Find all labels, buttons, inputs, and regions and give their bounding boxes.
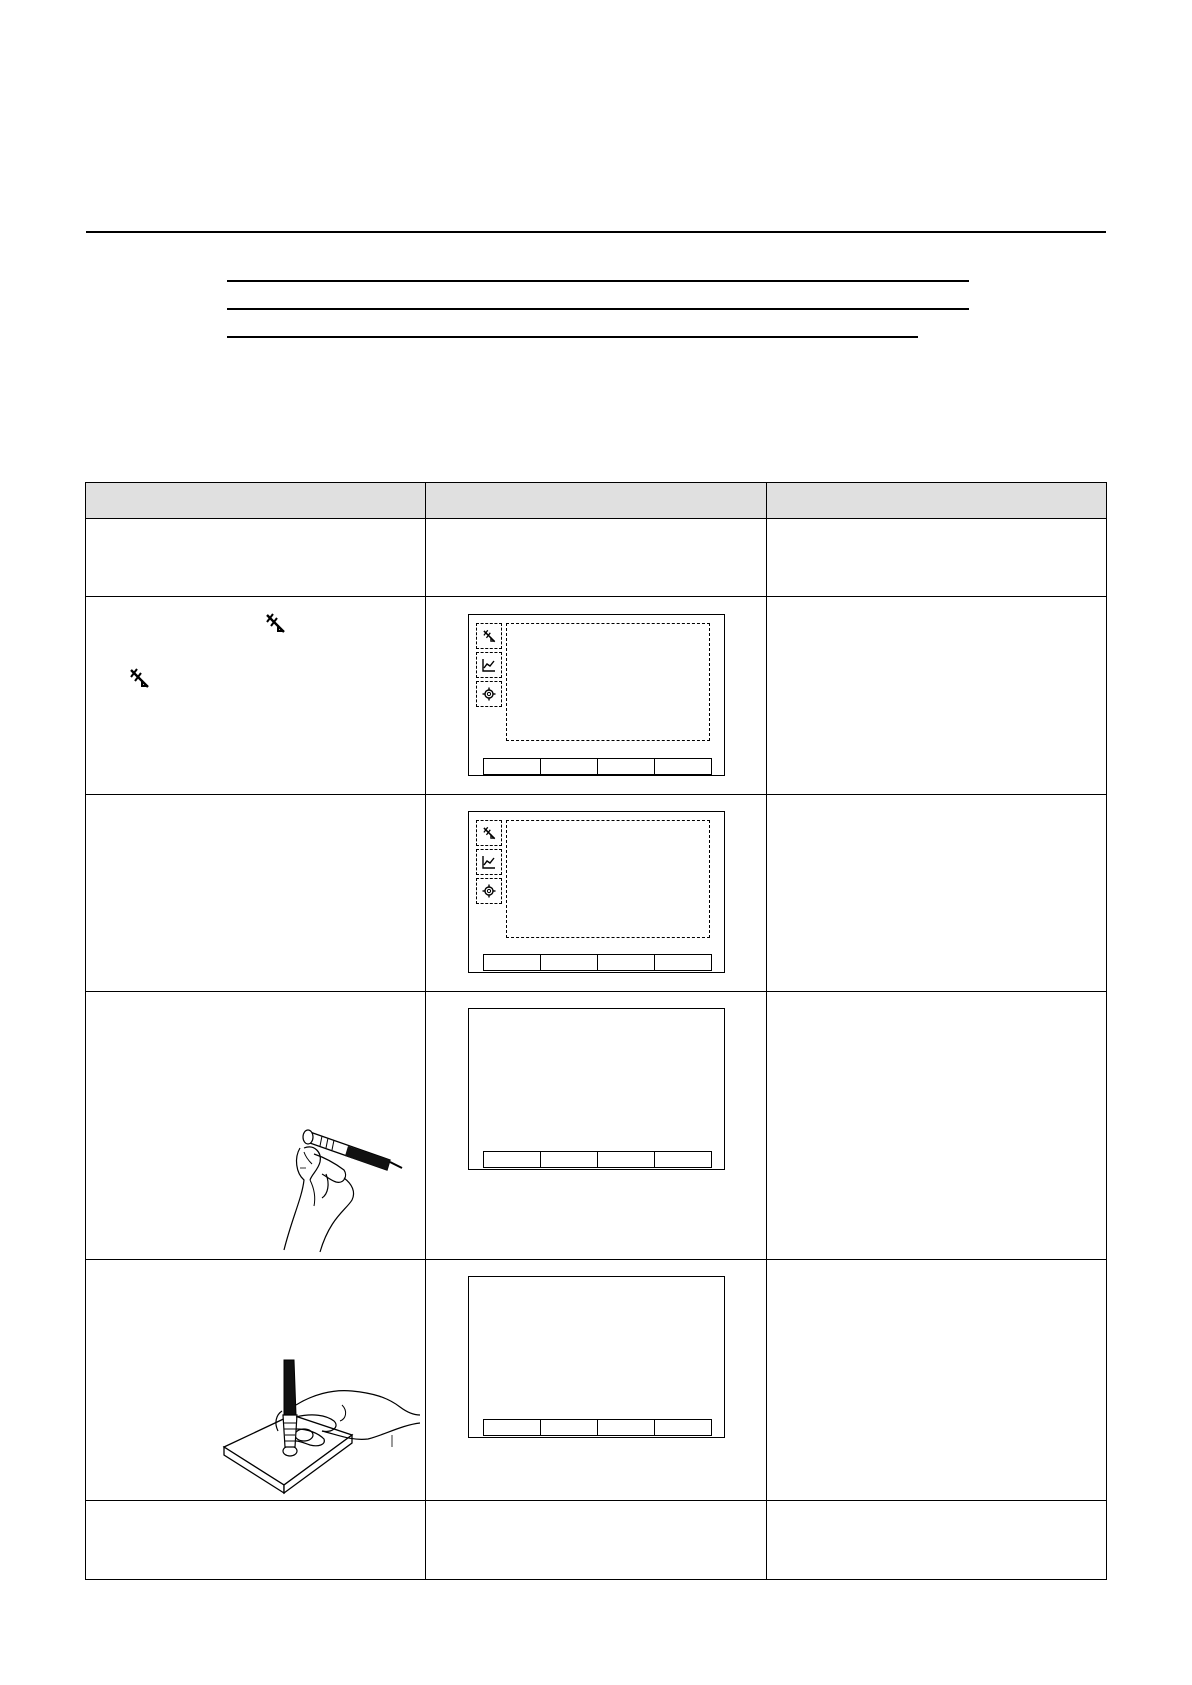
- tab-settings[interactable]: [476, 878, 502, 904]
- softkey-3[interactable]: [597, 1419, 655, 1436]
- softkey-2[interactable]: [540, 758, 598, 775]
- table-header-row: [86, 483, 1106, 519]
- row-divider: [86, 596, 1106, 597]
- softkey-4[interactable]: [654, 1151, 712, 1168]
- softkey-1[interactable]: [483, 1419, 541, 1436]
- hand-holding-probe-illustration: [270, 1118, 420, 1253]
- softkey-4[interactable]: [654, 758, 712, 775]
- softkey-4[interactable]: [654, 1419, 712, 1436]
- tab-calibrate[interactable]: [476, 820, 502, 846]
- header-rule: [86, 231, 1106, 233]
- content-area-outline: [506, 820, 710, 938]
- tab-chart[interactable]: [476, 849, 502, 875]
- softkey-3[interactable]: [597, 758, 655, 775]
- softkey-2[interactable]: [540, 1419, 598, 1436]
- softkey-2[interactable]: [540, 1151, 598, 1168]
- softkey-1[interactable]: [483, 758, 541, 775]
- softkey-4[interactable]: [654, 954, 712, 971]
- column-divider-1: [425, 483, 426, 1579]
- row-divider: [86, 794, 1106, 795]
- softkey-2[interactable]: [540, 954, 598, 971]
- softkey-3[interactable]: [597, 1151, 655, 1168]
- device-screen: [468, 614, 725, 776]
- calibrate-icon: [264, 612, 286, 634]
- softkey-3[interactable]: [597, 954, 655, 971]
- tab-chart[interactable]: [476, 652, 502, 678]
- tab-calibrate[interactable]: [476, 623, 502, 649]
- device-screen: [468, 1008, 725, 1170]
- column-divider-2: [766, 483, 767, 1579]
- row-divider: [86, 991, 1106, 992]
- tab-settings[interactable]: [476, 681, 502, 707]
- gear-icon: [482, 687, 496, 701]
- row-divider: [86, 1500, 1106, 1501]
- calibrate-icon: [482, 826, 496, 840]
- row-divider: [86, 1259, 1106, 1260]
- softkey-1[interactable]: [483, 954, 541, 971]
- softkey-1[interactable]: [483, 1151, 541, 1168]
- device-screen: [468, 1276, 725, 1438]
- intro-line-1: [227, 280, 969, 282]
- calibrate-icon: [482, 629, 496, 643]
- chart-icon: [482, 855, 496, 869]
- content-area-outline: [506, 623, 710, 741]
- device-screen: [468, 811, 725, 973]
- probe-on-test-block-illustration: [222, 1355, 422, 1500]
- chart-icon: [482, 658, 496, 672]
- gear-icon: [482, 884, 496, 898]
- calibrate-icon: [128, 667, 150, 689]
- intro-line-3: [227, 336, 918, 338]
- intro-line-2: [227, 308, 969, 310]
